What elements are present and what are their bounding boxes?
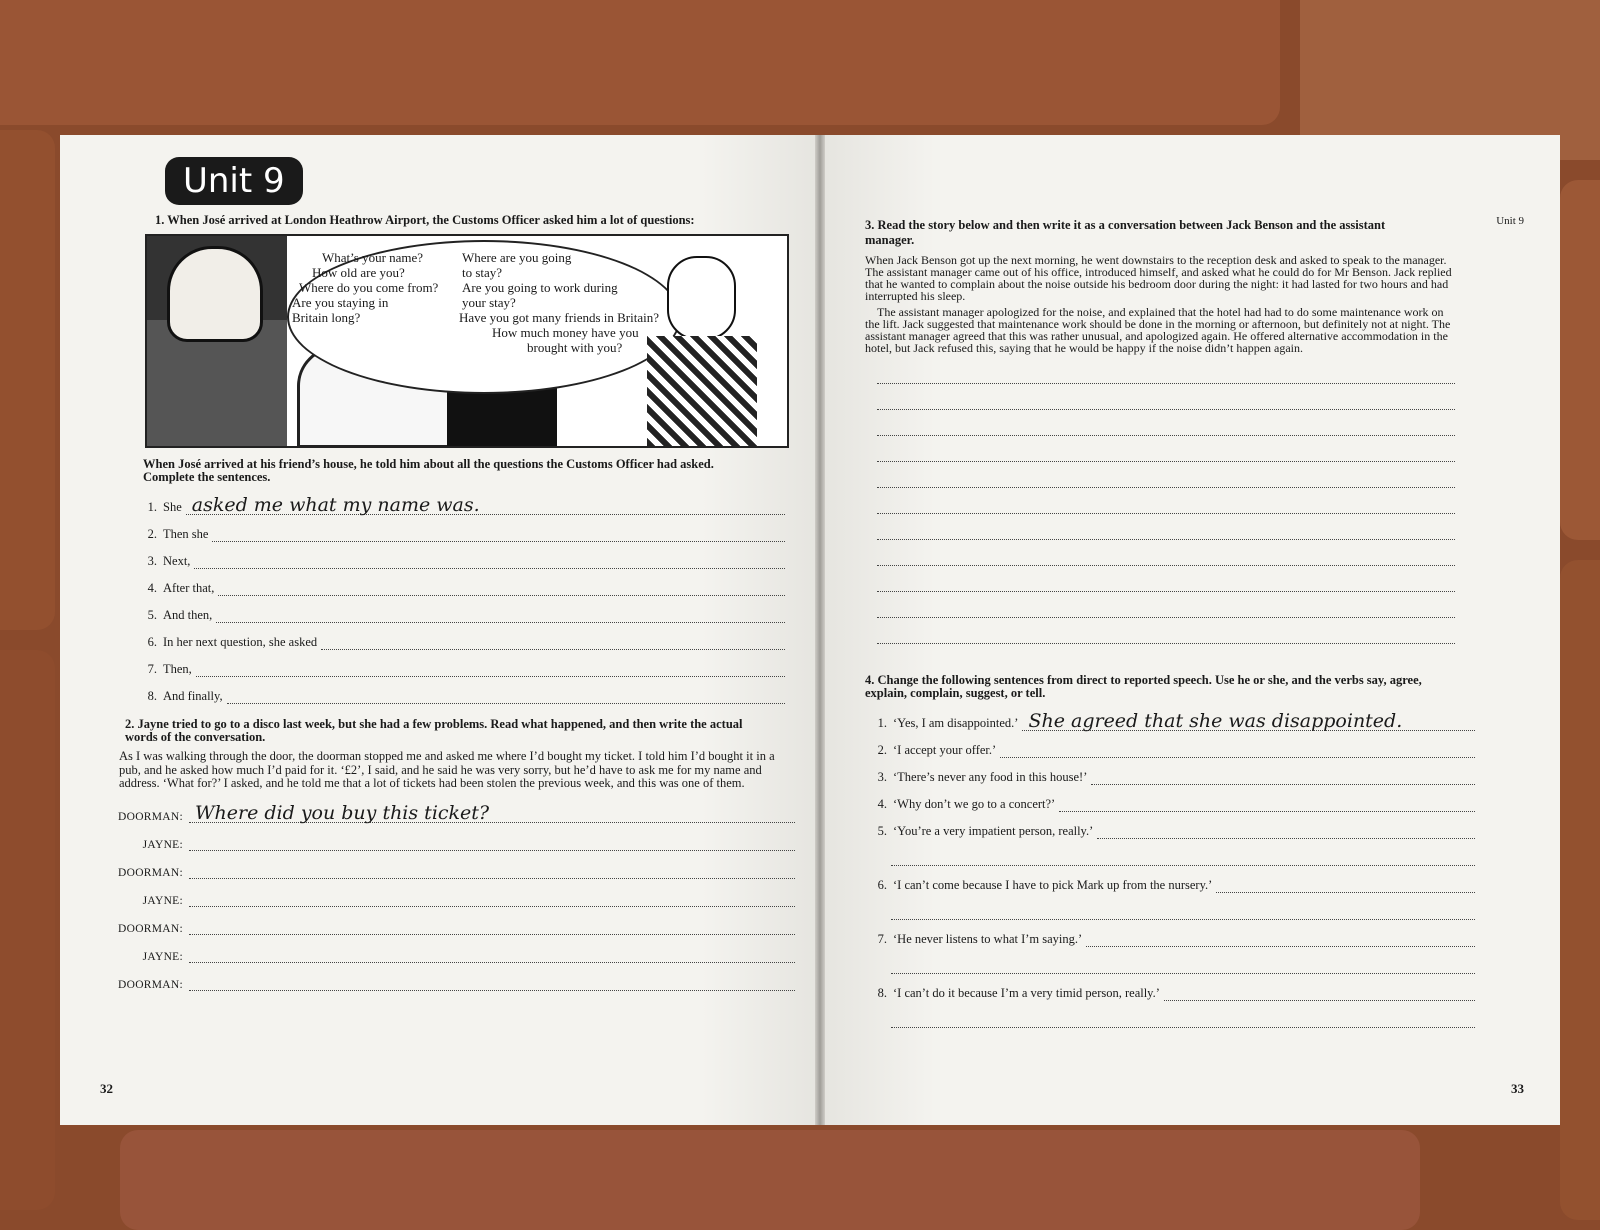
question-text: How old are you? (312, 265, 405, 280)
exercise1-instruction: 1. When José arrived at London Heathrow Airport, the Customs Officer asked him a lot of questions: (155, 213, 695, 227)
question-text: Are you going to work during (462, 280, 618, 295)
jose-figure (647, 256, 757, 446)
question-text: to stay? (462, 265, 503, 280)
answer-row (865, 758, 1475, 785)
item-number: 7. (147, 662, 157, 676)
writing-line[interactable] (877, 514, 1455, 540)
writing-line[interactable] (877, 592, 1455, 618)
item-prompt: ‘You’re a very impatient person, really.’ (893, 824, 1094, 838)
answer-row (135, 569, 785, 596)
writing-line[interactable] (877, 462, 1455, 488)
dialogue-row (105, 795, 795, 823)
question-text: brought with you? (527, 340, 623, 355)
item-prompt: And finally, (163, 689, 223, 703)
answer-row (135, 542, 785, 569)
answer-line[interactable] (1097, 824, 1475, 839)
dialogue-line[interactable] (189, 801, 795, 824)
answer-line[interactable] (1059, 797, 1475, 812)
dialogue-row (105, 935, 795, 963)
exercise3-instruction: 3. Read the story below and then write it as a conversation between Jack Benson and the assistant manager. (865, 218, 1386, 247)
item-prompt: Then, (163, 662, 192, 676)
speaker-label: DOORMAN: (117, 922, 183, 935)
item-prompt: ‘Yes, I am disappointed.’ (893, 716, 1019, 730)
writing-line[interactable] (877, 566, 1455, 592)
book-spine (815, 135, 825, 1125)
item-prompt: ‘I can’t come because I have to pick Mark up from the nursery.’ (893, 878, 1213, 892)
answer-row (135, 515, 785, 542)
left-page (60, 135, 815, 1125)
answer-line[interactable] (218, 581, 785, 596)
answer-line[interactable] (1091, 770, 1475, 785)
item-number: 2. (147, 527, 157, 541)
dialogue-line[interactable] (189, 920, 795, 935)
item-prompt: ‘I can’t do it because I’m a very timid person, really.’ (893, 986, 1160, 1000)
continuation-line[interactable] (891, 839, 1475, 866)
question-text: Have you got many friends in Britain? (459, 310, 660, 325)
speaker-label: DOORMAN: (117, 978, 183, 991)
answer-line[interactable] (321, 635, 785, 650)
item-number: 6. (147, 635, 157, 649)
answer-line[interactable] (212, 527, 785, 542)
answer-line[interactable] (1086, 932, 1475, 947)
answer-line[interactable] (196, 662, 785, 677)
continuation-line[interactable] (891, 947, 1475, 974)
speaker-label: DOORMAN: (117, 810, 183, 823)
floor-tile (0, 130, 55, 630)
answer-row (135, 650, 785, 677)
floor-tile (1560, 560, 1600, 1220)
dialogue-row (105, 907, 795, 935)
dialogue-row (105, 851, 795, 879)
answer-line[interactable] (216, 608, 785, 623)
item-number: 8. (877, 986, 887, 1000)
writing-line[interactable] (877, 384, 1455, 410)
answer-row (865, 920, 1475, 947)
item-number: 4. (147, 581, 157, 595)
item-prompt: Then she (163, 527, 209, 541)
exercise4-instruction: 4. Change the following sentences from direct to reported speech. Use he or she, and the verbs say, agree, explain, complain, suggest, or tell. (865, 673, 1422, 700)
answer-line[interactable] (227, 689, 785, 704)
floor-tile (0, 0, 1280, 125)
page-number-right: 33 (1511, 1081, 1524, 1096)
answer-line[interactable] (186, 494, 785, 516)
item-prompt: And then, (163, 608, 213, 622)
exercise1-items (135, 488, 785, 704)
answer-row (865, 731, 1475, 758)
item-prompt: ‘There’s never any food in this house!’ (893, 770, 1088, 784)
item-number: 3. (147, 554, 157, 568)
page-number-left: 32 (100, 1081, 113, 1096)
customs-illustration (145, 234, 789, 448)
writing-line[interactable] (877, 436, 1455, 462)
writing-line[interactable] (877, 540, 1455, 566)
writing-line[interactable] (877, 358, 1455, 384)
continuation-line[interactable] (891, 893, 1475, 920)
item-prompt: ‘He never listens to what I’m saying.’ (893, 932, 1083, 946)
open-workbook (60, 135, 1560, 1125)
dialogue-line[interactable] (189, 892, 795, 907)
answer-line[interactable] (1216, 878, 1475, 893)
floor-tile (120, 1130, 1420, 1230)
dialogue-line[interactable] (189, 836, 795, 851)
exercise4-items (865, 704, 1475, 1028)
answer-row (865, 812, 1475, 839)
right-page (825, 135, 1560, 1125)
speaker-label: JAYNE: (142, 838, 183, 851)
exercise2-instruction: 2. Jayne tried to go to a disco last week, but she had a few problems. Read what happened, and then write the actual words of the conversation. (125, 717, 743, 744)
running-head: Unit 9 (1496, 215, 1524, 227)
floor-tile (0, 650, 55, 1210)
answer-row (135, 623, 785, 650)
item-prompt: In her next question, she asked (163, 635, 318, 649)
question-text: Britain long? (292, 310, 361, 325)
dialogue-row (105, 963, 795, 991)
answer-row (865, 866, 1475, 893)
dialogue-line[interactable] (189, 976, 795, 991)
exercise1-follow-instruction: When José arrived at his friend’s house, he told him about all the questions the Customs Officer had asked. Complete the sentences. (143, 457, 714, 484)
dialogue-row (105, 823, 795, 851)
answer-row (865, 704, 1475, 731)
continuation-line[interactable] (891, 1001, 1475, 1028)
answer-row (865, 974, 1475, 1001)
item-number: 2. (877, 743, 887, 757)
exercise3-writing-lines (865, 358, 1455, 644)
item-number: 3. (877, 770, 887, 784)
item-number: 5. (147, 608, 157, 622)
item-prompt: Next, (163, 554, 191, 568)
customs-officer-figure (147, 236, 287, 446)
question-text: Where are you going (462, 250, 572, 265)
writing-line[interactable] (877, 488, 1455, 514)
item-prompt: ‘Why don’t we go to a concert?’ (893, 797, 1056, 811)
speaker-label: DOORMAN: (117, 866, 183, 879)
speaker-label: JAYNE: (142, 894, 183, 907)
dialogue-line[interactable] (189, 864, 795, 879)
item-number: 5. (877, 824, 887, 838)
answer-row (135, 677, 785, 704)
question-text: Where do you come from? (299, 280, 439, 295)
question-text: How much money have you (492, 325, 639, 340)
speaker-label: JAYNE: (142, 950, 183, 963)
answer-row (135, 488, 785, 515)
question-text: Are you staying in (292, 295, 389, 310)
writing-line[interactable] (877, 410, 1455, 436)
handwritten-answer: asked me what my name was. (191, 494, 480, 516)
handwritten-answer: Where did you buy this ticket? (195, 801, 490, 824)
answer-line[interactable] (1022, 710, 1475, 732)
exercise2-dialogue (105, 795, 795, 991)
item-number: 4. (877, 797, 887, 811)
item-number: 1. (877, 716, 887, 730)
answer-line[interactable] (1000, 743, 1475, 758)
answer-line[interactable] (194, 554, 785, 569)
item-prompt: ‘I accept your offer.’ (893, 743, 997, 757)
question-text: What’s your name? (322, 250, 424, 265)
answer-line[interactable] (1164, 986, 1475, 1001)
item-prompt: After that, (163, 581, 215, 595)
dialogue-row (105, 879, 795, 907)
item-number: 8. (147, 689, 157, 703)
dialogue-line[interactable] (189, 948, 795, 963)
unit-title: Unit 9 (165, 157, 303, 205)
question-text: your stay? (462, 295, 516, 310)
handwritten-answer: She agreed that she was disappointed. (1028, 710, 1403, 732)
writing-line[interactable] (877, 618, 1455, 644)
item-number: 1. (147, 500, 157, 514)
floor-tile (1560, 180, 1600, 540)
exercise2-story: As I was walking through the door, the doorman stopped me and asked me where I’d bought my ticket. I told him I’d bought it in a pub, and he asked how much I’d paid for it. ‘£2’, I said, and he said he was very sorry, but he’d have to ask me for my name and address. ‘What for?’ I asked, and he told me that a lot of tickets had been stolen the previous week, and this was one of them. (119, 749, 775, 790)
item-number: 6. (877, 878, 887, 892)
item-prompt: She (163, 500, 182, 514)
item-number: 7. (877, 932, 887, 946)
answer-row (135, 596, 785, 623)
exercise3-story: When Jack Benson got up the next morning, he went downstairs to the reception desk and asked to speak to the manager. The assistant manager came out of his office, introduced himself, and asked what he could do for Mr Benson. Jack replied that he wanted to complain about the noise outside his bedroom door during the night: it had lasted for two hours and had interrupted his sleep. (865, 253, 1452, 303)
answer-row (865, 785, 1475, 812)
exercise3-story-continued: The assistant manager apologized for the noise, and explained that the hotel had had to do some maintenance work on the lift. Jack suggested that maintenance work should be done in the morning or afternoon, but definitely not at night. The assistant manager agreed that this was rather unusual, and apologized again. He offered alternative accommodation in the hotel, but Jack refused this, saying that he would be happy if the noise didn’t happen again. (865, 305, 1451, 355)
